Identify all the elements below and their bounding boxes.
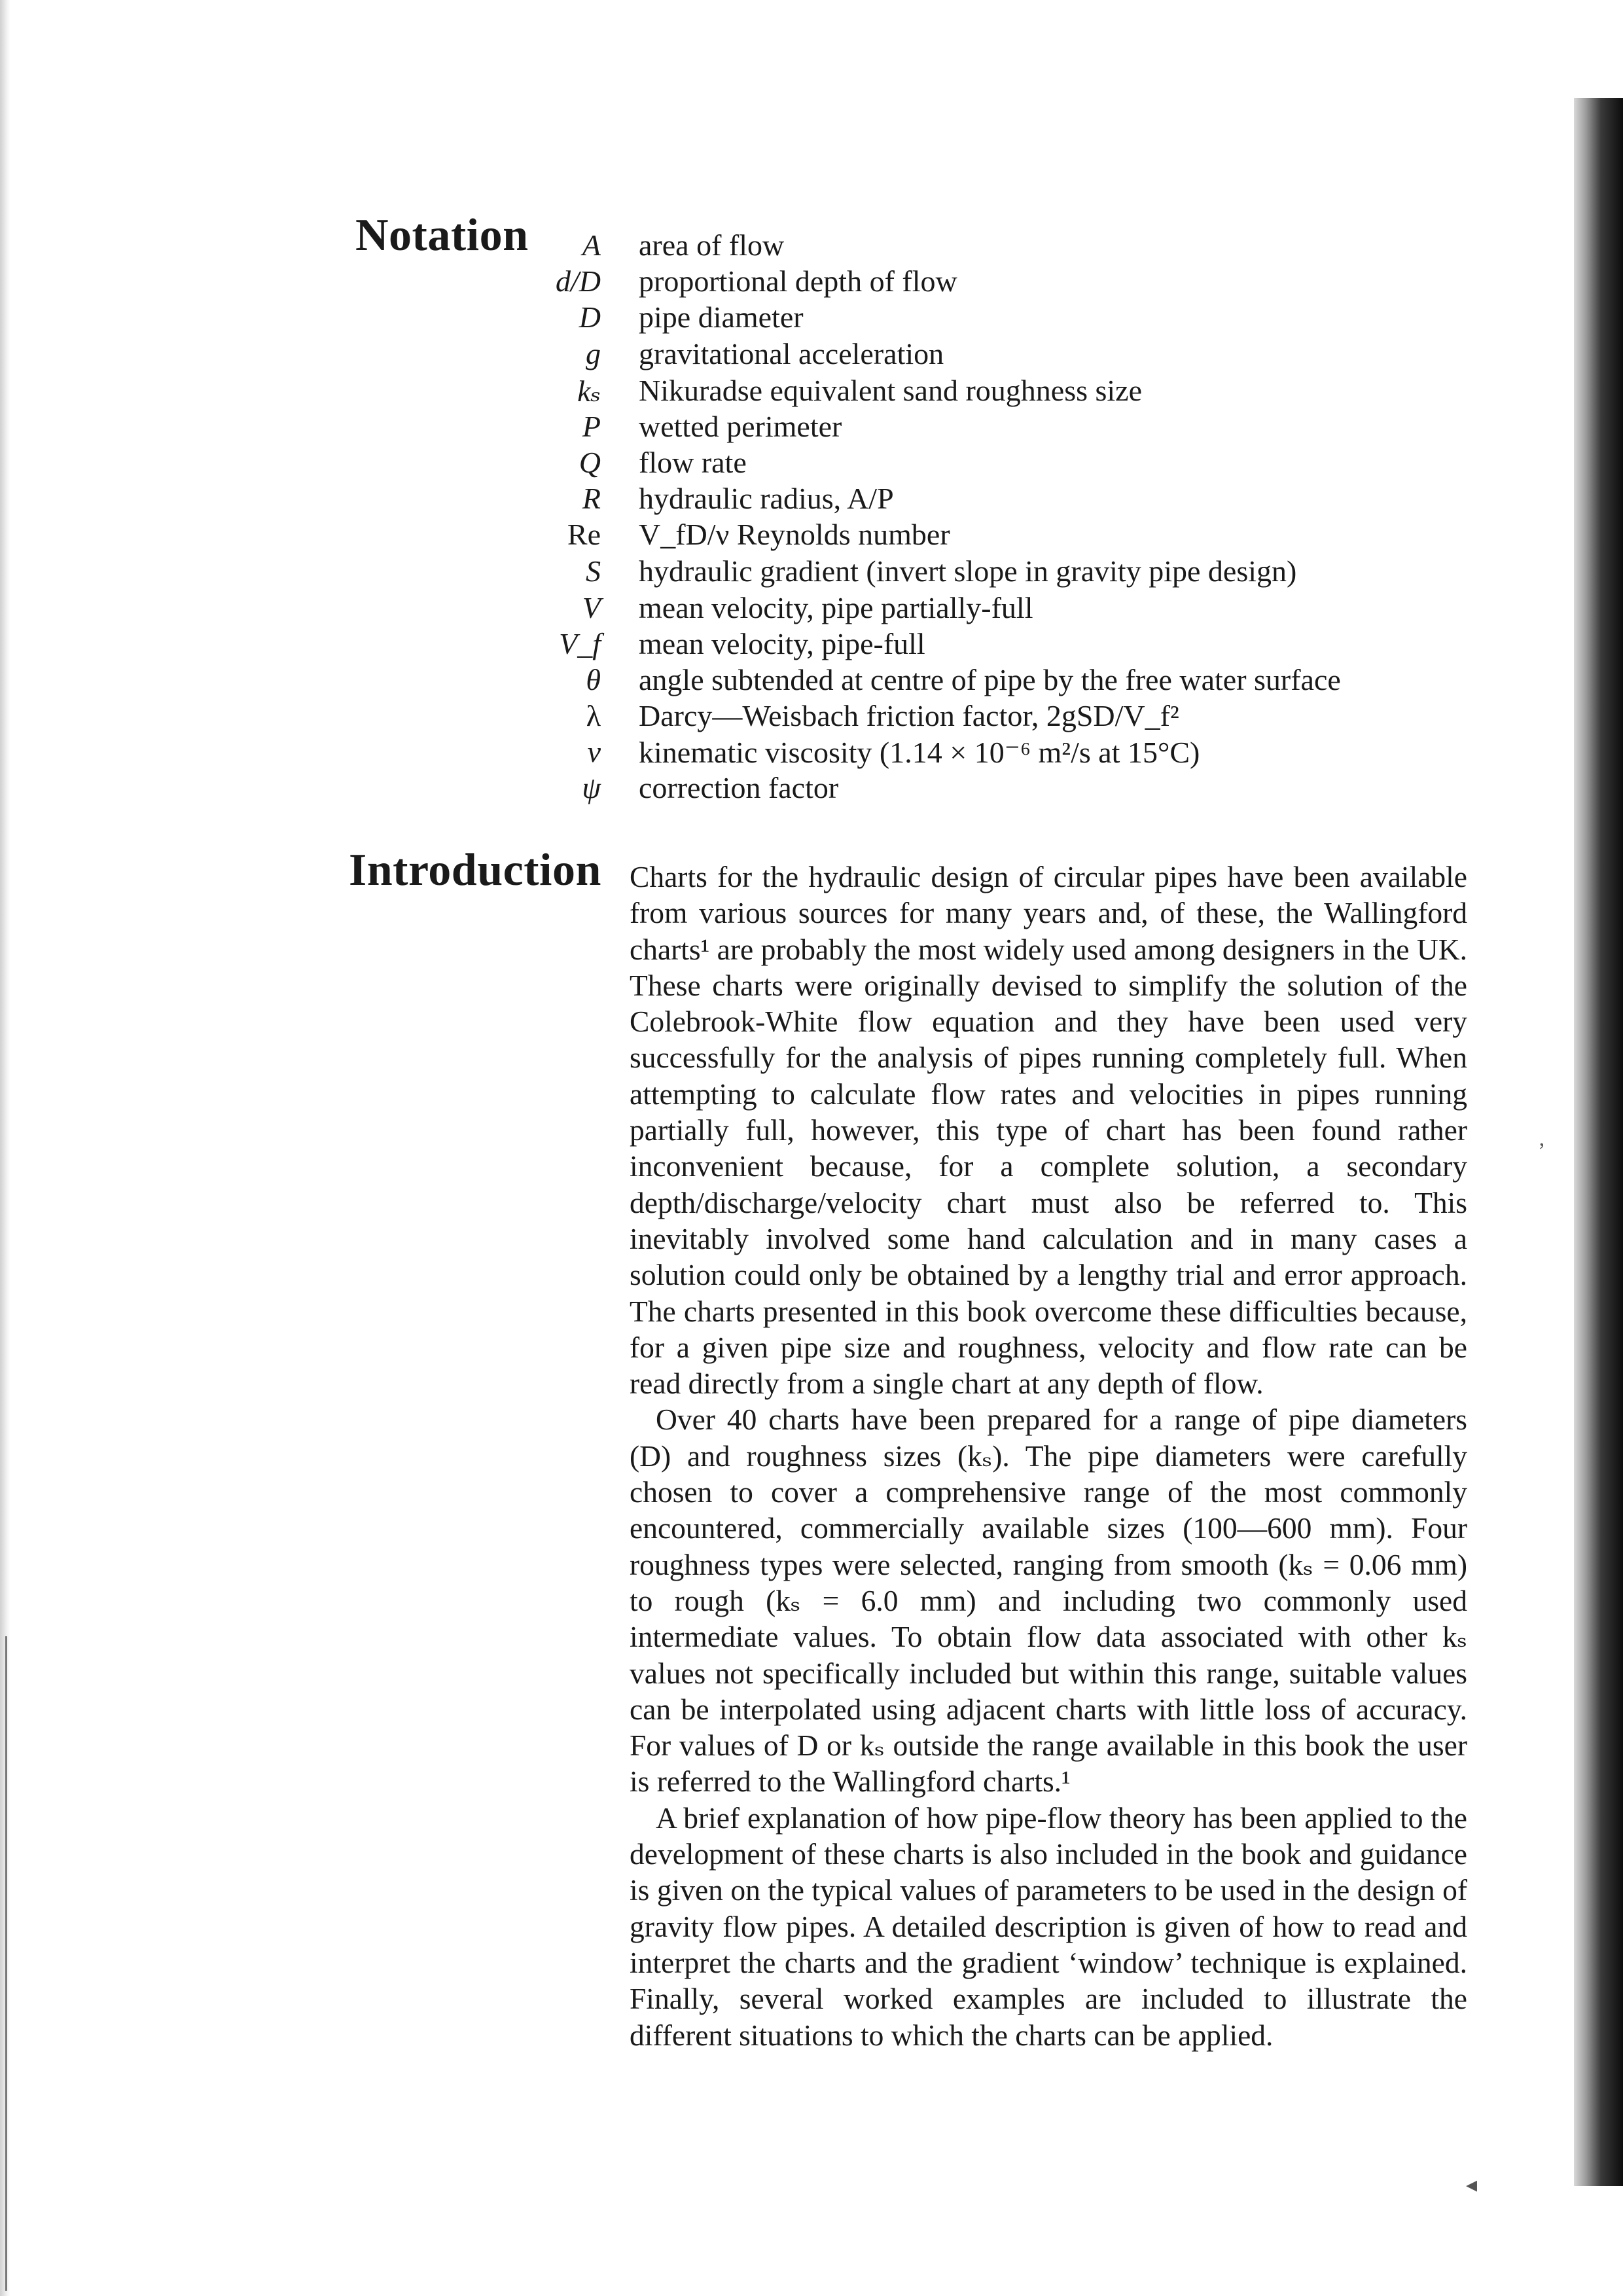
notation-description: V_fD/ν Reynolds number <box>639 518 950 551</box>
notation-description: wetted perimeter <box>639 410 842 443</box>
notation-description: mean velocity, pipe-full <box>639 627 925 660</box>
notation-row <box>0 373 1505 410</box>
notation-row <box>0 590 1505 627</box>
notation-symbol: Q <box>579 446 601 479</box>
notation-description: mean velocity, pipe partially-full <box>639 591 1033 624</box>
notation-symbol: ψ <box>582 771 601 804</box>
notation-description: Darcy—Weisbach friction factor, 2gSD/V_f² <box>639 699 1179 732</box>
notation-row <box>0 336 1505 373</box>
scan-left-edge-line <box>5 1636 7 2291</box>
introduction-paragraph: A brief explanation of how pipe-flow theory has been applied to the development of these charts is also included in the book and guidance is given on the typical values of parameters to be used in the design of gravity flow pipes. A detailed description is given of how to read and interpret the charts and the gradient ‘window’ technique is explained. Finally, several worked examples are included to illustrate the different situations to which the charts can be applied. <box>630 1801 1467 2052</box>
notation-row <box>0 264 1505 300</box>
notation-symbol: Re <box>567 518 601 551</box>
introduction-body <box>630 859 1467 2053</box>
notation-description: hydraulic radius, A/P <box>639 482 894 515</box>
notation-row <box>0 300 1505 336</box>
scan-right-edge <box>1574 98 1623 2186</box>
notation-row <box>0 481 1505 518</box>
introduction-heading: Introduction <box>349 845 601 895</box>
notation-heading: Notation <box>355 210 529 260</box>
notation-description: gravitational acceleration <box>639 337 944 370</box>
notation-row <box>0 662 1505 699</box>
notation-description: pipe diameter <box>639 300 804 334</box>
notation-description: hydraulic gradient (invert slope in gravity pipe design) <box>639 554 1297 588</box>
notation-symbol: kₛ <box>577 374 601 408</box>
notation-symbol: D <box>579 300 601 334</box>
notation-description: Nikuradse equivalent sand roughness size <box>639 374 1143 407</box>
notation-description: proportional depth of flow <box>639 264 957 298</box>
notation-symbol: θ <box>586 663 601 696</box>
notation-row <box>0 698 1505 735</box>
notation-row <box>0 517 1505 554</box>
scan-mark-icon: ’ <box>1538 1139 1546 1163</box>
notation-row <box>0 770 1505 807</box>
introduction-paragraph: Charts for the hydraulic design of circular pipes have been available from various sources for many years and, of these, the Wallingford charts¹ are probably the most widely used among designers in the UK. These charts were originally devised to simplify the solution of the Colebrook-White flow equation and they have been used very successfully for the analysis of pipes running completely full. When attempting to calculate flow rates and velocities in pipes running partially full, however, this type of chart has been found rather inconvenient because, for a complete solution, a secondary depth/discharge/velocity chart must also be referred to. This inevitably involved some hand calculation and in many cases a solution could only be obtained by a lengthy trial and error approach. The charts presented in this book overcome these difficulties because, for a given pipe size and roughness, velocity and flow rate can be read directly from a single chart at any depth of flow. <box>630 860 1467 1401</box>
notation-symbol: A <box>582 228 601 262</box>
notation-description: flow rate <box>639 446 747 479</box>
scan-mark-icon: ◂ <box>1466 2173 1478 2197</box>
notation-row <box>0 445 1505 482</box>
notation-symbol: S <box>586 554 601 588</box>
notation-symbol: d/D <box>556 264 601 298</box>
notation-symbol: V <box>582 591 601 624</box>
introduction-paragraph: Over 40 charts have been prepared for a range of pipe diameters (D) and roughness sizes (kₛ). The pipe diameters were carefully chosen to cover a comprehensive range of the most commonly encountered, commercially available sizes (100—600 mm). Four roughness types were selected, ranging from smooth (kₛ = 0.06 mm) to rough (kₛ = 6.0 mm) and including two commonly used intermediate values. To obtain flow data associated with other kₛ values not specifically included but within this range, suitable values can be interpolated using adjacent charts with little loss of accuracy. For values of D or kₛ outside the range available in this book the user is referred to the Wallingford charts.¹ <box>630 1403 1467 1799</box>
notation-description: correction factor <box>639 771 839 804</box>
notation-description: angle subtended at centre of pipe by the free water surface <box>639 663 1341 696</box>
notation-symbol: V_f <box>559 627 601 660</box>
notation-row <box>0 626 1505 663</box>
notation-row <box>0 554 1505 590</box>
notation-row <box>0 228 1505 264</box>
notation-symbol: g <box>586 337 601 370</box>
notation-description: kinematic viscosity (1.14 × 10⁻⁶ m²/s at 15°C) <box>639 736 1200 769</box>
notation-symbol: R <box>582 482 601 515</box>
notation-symbol: ν <box>587 735 601 768</box>
notation-row <box>0 409 1505 446</box>
notation-row <box>0 734 1505 771</box>
notation-symbol: P <box>582 410 601 443</box>
notation-symbol: λ <box>586 699 601 732</box>
notation-description: area of flow <box>639 228 785 262</box>
